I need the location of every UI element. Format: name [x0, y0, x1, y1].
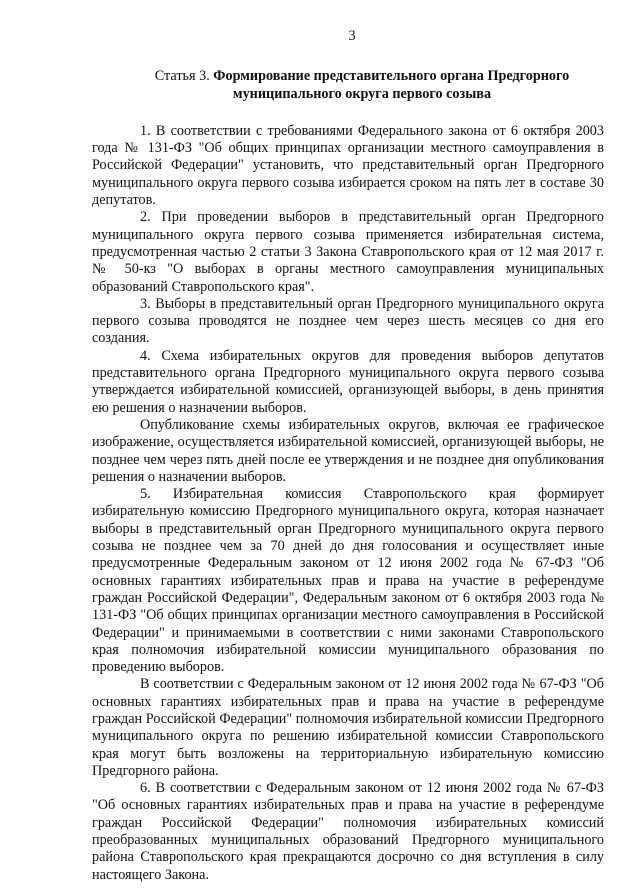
paragraph-3: 3. Выборы в представительный орган Предгорного муниципального округа первого созыва проводятся не позднее чем через шесть месяцев со дня его создания. [92, 295, 604, 347]
page-number: 3 [348, 28, 356, 44]
paragraph-5: 5. Избирательная комиссия Ставропольского края формирует избирательную комиссию Предгорного муниципального округа, которая назначает выборы в представительный орган Предгорного муниципального округа первого созыва не позднее чем за 70 дней до дня голосования и осуществляет иные предусмотренные Федеральным законом от 12 июня 2002 года № 67-ФЗ "Об основных гарантиях избирательных прав и права на участие в референдуме граждан Российской Федерации", Федеральным законом от 6 октября 2003 года № 131-ФЗ "Об общих принципах организации местного самоуправления в Российской Федерации" и принимаемыми в соответствии с ними законами Ставропольского края полномочия избирательной комиссии муниципального образования по проведению выборов. [92, 486, 604, 676]
article-label: Статья 3. [154, 68, 210, 85]
paragraph-6: 6. В соответствии с Федеральным законом от 12 июня 2002 года № 67-ФЗ "Об основных гарантиях избирательных прав и права на участие в референдуме граждан Российской Федерации" полномочия избирательных комиссий преобразованных муниципальных образований Предгорного муниципального района Ставропольского края прекращаются досрочно со дня вступления в силу настоящего Закона. [92, 780, 604, 883]
paragraph-2: 2. При проведении выборов в представительный орган Предгорного муниципального округа первого созыва применяется избирательная система, предусмотренная частью 2 статьи 3 Закона Ставропольского края от 12 мая 2017 г. № 50-кз "О выборах в органы местного самоуправления муниципальных образований Ставропольского края". [92, 209, 604, 295]
article-heading [92, 68, 604, 103]
paragraph-4: 4. Схема избирательных округов для проведения выборов депутатов представительного органа Предгорного муниципального округа первого созыва утверждается избирательной комиссией, организующей выборы, в день принятия ею решения о назначении выборов. [92, 347, 604, 416]
paragraph-4-publication: Опубликование схемы избирательных округов, включая ее графическое изображение, осуществляется избирательной комиссией, организующей выборы, не позднее чем через пять дней после ее утверждения и не позднее дня опубликования решения о назначении выборов. [92, 416, 604, 485]
article-body [92, 123, 604, 884]
article-title: Формирование представительного органа Предгорного муниципального округа первого созыва [213, 68, 570, 102]
paragraph-1: 1. В соответствии с требованиями Федерального закона от 6 октября 2003 года № 131-ФЗ "Об общих принципах организации местного самоуправления в Российской Федерации" установить, что представительный орган Предгорного муниципального округа первого созыва избирается сроком на пять лет в составе 30 депутатов. [92, 122, 604, 209]
paragraph-5-delegation: В соответствии с Федеральным законом от 12 июня 2002 года № 67-ФЗ "Об основных гарантиях избирательных прав и права на участие в референдуме граждан Российской Федерации" полномочия избирательной комиссии Предгорного муниципального округа по решению избирательной комиссии Ставропольского края могут быть возложены на территориальную избирательную комиссию Предгорного района. [92, 676, 604, 779]
